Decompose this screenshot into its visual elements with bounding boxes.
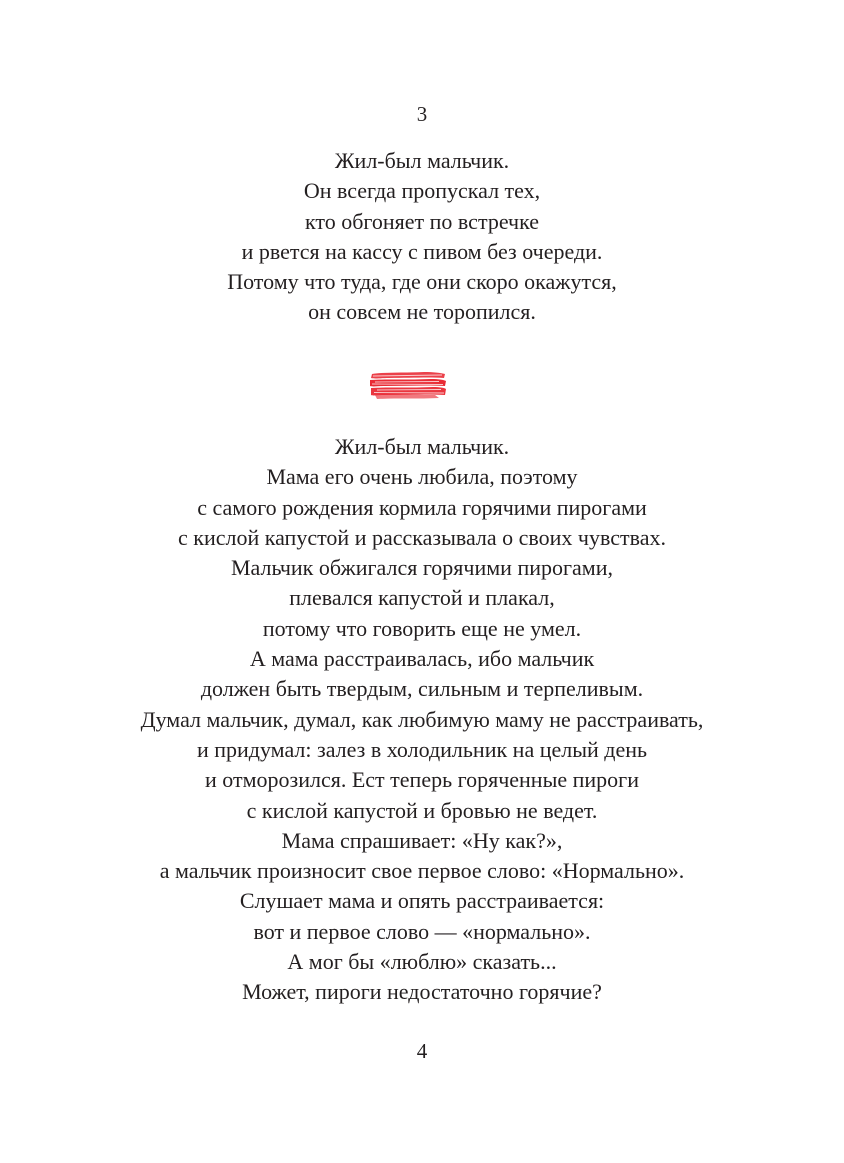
poem-line: кто обгоняет по встречке: [304, 208, 540, 234]
poem-2: [0, 432, 844, 1008]
poem-line: потому что говорить еще не умел.: [262, 615, 582, 641]
poem-line: Мама спрашивает: «Ну как?»,: [281, 827, 563, 853]
red-brush-stroke-icon: [369, 369, 447, 401]
poem-1: [0, 146, 844, 328]
poem-line: Он всегда пропускал тех,: [303, 178, 541, 204]
poem-line: Мама его очень любила, поэтому: [266, 464, 578, 490]
poem-line: Жил-был мальчик.: [334, 148, 510, 173]
poem-line: вот и первое слово — «нормально».: [253, 918, 591, 944]
poem-line: с кислой капустой и бровью не ведет.: [246, 797, 598, 823]
page-number-top: 3: [416, 102, 428, 126]
poem-line: А мог бы «люблю» сказать...: [287, 949, 557, 975]
poem-line: Может, пироги недостаточно горячие?: [242, 979, 602, 1005]
poem-line: Слушает мама и опять расстраивается:: [239, 888, 605, 914]
poem-line: с кислой капустой и рассказывала о своих чувствах.: [177, 524, 666, 550]
poem-line: Жил-был мальчик.: [334, 434, 510, 459]
poem-line: и отморозился. Ест теперь горяченные пироги: [205, 767, 639, 793]
poem-line: и придумал: залез в холодильник на целый день: [196, 736, 648, 762]
poem-line: Потому что туда, где они скоро окажутся,: [227, 269, 617, 295]
poem-line: Думал мальчик, думал, как любимую маму не расстраивать,: [140, 706, 704, 732]
poem-line: Мальчик обжигался горячими пирогами,: [230, 555, 613, 581]
poem-line: и рвется на кассу с пивом без очереди.: [241, 238, 603, 264]
poem-line: он совсем не торопился.: [308, 299, 536, 325]
poem-line: плевался капустой и плакал,: [289, 585, 555, 611]
poem-line: с самого рождения кормила горячими пирогами: [197, 494, 647, 520]
poem-line: должен быть твердым, сильным и терпеливым.: [200, 676, 644, 702]
page-number-bottom: 4: [416, 1039, 428, 1063]
poem-line: а мальчик произносит свое первое слово: «Нормально».: [159, 858, 685, 884]
poem-line: А мама расстраивалась, ибо мальчик: [249, 646, 595, 672]
